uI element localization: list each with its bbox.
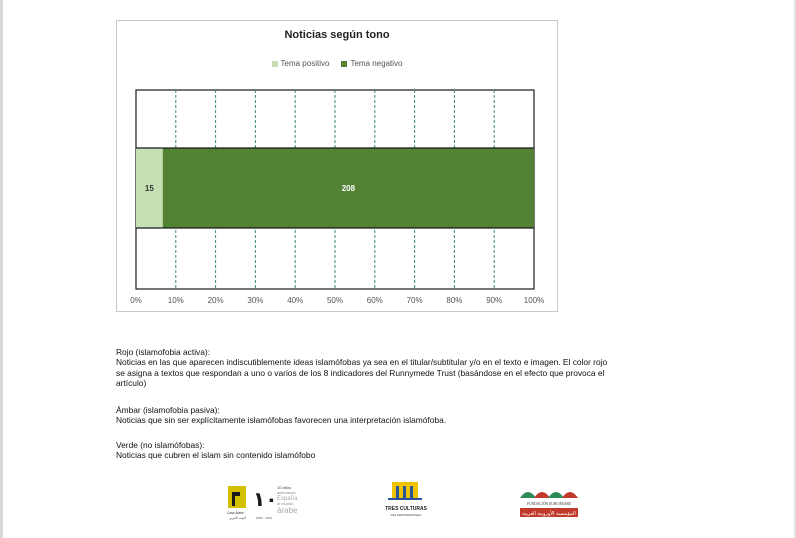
svg-text:acercando: acercando: [277, 490, 296, 495]
red-title: Rojo (islamofobia activa):: [116, 347, 211, 357]
amber-title: Ámbar (islamofobia pasiva):: [116, 405, 220, 415]
svg-text:10 años: 10 años: [277, 485, 292, 490]
red-text-line-2: se asigna a textos que respondan a uno o varios de los 8 indicadores del Runnymede Trust (basándose en el efecto que provoca el: [116, 367, 605, 378]
data-label-positive: 15: [144, 184, 154, 193]
x-tick-label: 0%: [130, 296, 142, 305]
svg-text:TRES CULTURAS: TRES CULTURAS: [385, 506, 427, 512]
green-description: [116, 440, 696, 461]
logo-strip: [0, 478, 796, 528]
chart-frame: [116, 20, 558, 312]
page-left-edge: [0, 0, 3, 538]
svg-text:١٠: ١٠: [253, 487, 278, 511]
legend-label-negative: Tema negativo: [350, 59, 403, 68]
casa-arabe-logo: [226, 482, 308, 522]
x-tick-label: 30%: [247, 296, 264, 305]
svg-text:DEL MEDITERRÁNEO: DEL MEDITERRÁNEO: [390, 513, 422, 517]
svg-text:España: España: [277, 496, 298, 502]
x-tick-label: 70%: [406, 296, 423, 305]
svg-text:2006 - 2016: 2006 - 2016: [256, 516, 273, 520]
fundacion-euroarabe-logo: [514, 482, 584, 522]
x-tick-label: 50%: [326, 296, 344, 305]
x-tick-label: 60%: [366, 296, 383, 305]
green-text: Noticias que cubren el islam sin contenido islamófobo: [116, 450, 316, 461]
x-tick-label: 90%: [486, 296, 503, 305]
amber-description: [116, 405, 696, 426]
x-tick-label: 100%: [523, 296, 545, 305]
legend-label-positive: Tema positivo: [280, 59, 330, 68]
tres-culturas-logo: [366, 480, 446, 522]
svg-text:FUNDACIÓN EUROÁRABE: FUNDACIÓN EUROÁRABE: [526, 502, 572, 506]
svg-text:المؤسسة الأوروبية العربية: المؤسسة الأوروبية العربية: [522, 511, 576, 517]
x-tick-label: 10%: [167, 296, 184, 305]
bar-chart-plot: [117, 21, 559, 313]
svg-text:árabe: árabe: [277, 506, 298, 515]
chart-title: Noticias según tono: [284, 29, 390, 41]
svg-text:al mundo: al mundo: [277, 501, 294, 506]
x-tick-label: 80%: [446, 296, 463, 305]
x-tick-label: 40%: [287, 296, 304, 305]
amber-text: Noticias que sin ser explícitamente islamófobas favorecen una interpretación islamófoba.: [116, 415, 447, 426]
data-label-negative: 208: [341, 184, 356, 193]
red-text-line-3: artículo): [116, 378, 147, 389]
red-text-line-1: Noticias en las que aparecen indiscutiblemente ideas islamófobas ya sea en el titular/subtitular y/o en el texto e imagen. El color rojo: [116, 357, 608, 368]
green-title: Verde (no islamófobas):: [116, 440, 205, 450]
red-description: [116, 347, 696, 389]
x-tick-label: 20%: [207, 296, 224, 305]
svg-text:Casa Árabe: Casa Árabe: [227, 511, 244, 515]
svg-text:البيت العربي: البيت العربي: [229, 516, 246, 520]
